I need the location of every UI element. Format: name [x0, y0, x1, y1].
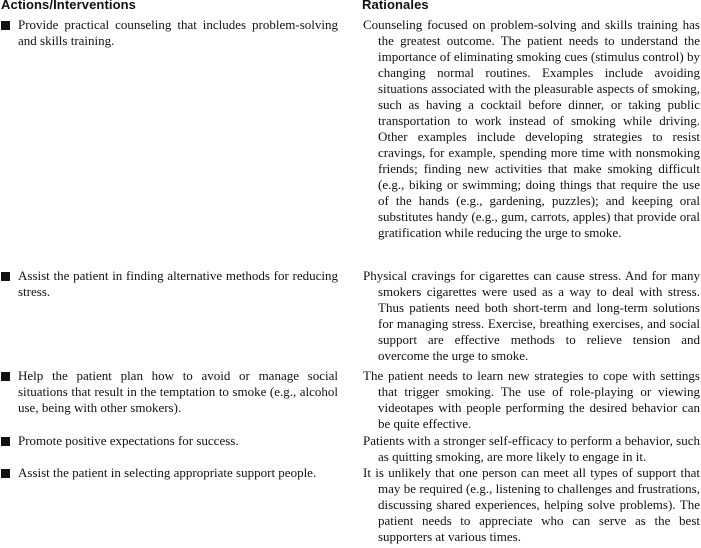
action-text: Help the patient plan how to avoid or manage social situations that result in the temptation to smoke (e.g., alcohol use, being with other smokers). — [18, 368, 338, 415]
square-bullet-icon — [1, 469, 10, 478]
square-bullet-icon — [1, 437, 10, 446]
action-text: Promote positive expectations for success. — [18, 433, 239, 448]
actions-column-header: Actions/Interventions — [1, 0, 137, 12]
rationale-text: Counseling focused on problem-solving and skills training has the greatest outcome. The patient needs to understand the importance of eliminating smoking cues (stimulus control) by changing normal routines. Examples include avoiding situations associated with the pleasurable aspects of smoking, such as having a cocktail before dinner, or taking public transportation to work instead of smoking while driving. Other examples include developing strategies to resist cravings, for example, spending more time with nonsmoking friends; finding new activities that make smoking difficult (e.g., biking or swimming; doing things that require the use of the hands (e.g., gardening, puzzles); and keeping oral substitutes handy (e.g., gum, carrots, apples) that provide oral gratification while reducing the urge to smoke. — [363, 17, 700, 240]
square-bullet-icon — [1, 21, 10, 30]
rationale-text: Physical cravings for cigarettes can cause stress. And for many smokers cigarettes were used as a way to deal with stress. Thus patients need both short-term and long-term solutions for managing stress. Exercise, breathing exercises, and social support are effective methods to relieve tension and overcome the urge to smoke. — [363, 268, 700, 363]
rationale-text: Patients with a stronger self-efficacy to perform a behavior, such as quitting smoking, are more likely to engage in it. — [363, 433, 700, 464]
action-text: Provide practical counseling that includes problem-solving and skills training. — [18, 17, 338, 48]
rationale-text: It is unlikely that one person can meet all types of support that may be required (e.g., listening to challenges and frustrations, discussing shared experiences, helping solve problems). The patient needs to appreciate who can serve as the best supporters at various times. — [363, 465, 700, 544]
rationales-column-header: Rationales — [362, 0, 429, 12]
square-bullet-icon — [1, 372, 10, 381]
rationale-text: The patient needs to learn new strategies to cope with settings that trigger smoking. The use of role-playing or viewing videotapes with people performing the desired behavior can be quite effective. — [363, 368, 700, 431]
square-bullet-icon — [1, 272, 10, 281]
action-text: Assist the patient in finding alternative methods for reducing stress. — [18, 268, 338, 299]
action-text: Assist the patient in selecting appropriate support people. — [18, 465, 317, 480]
